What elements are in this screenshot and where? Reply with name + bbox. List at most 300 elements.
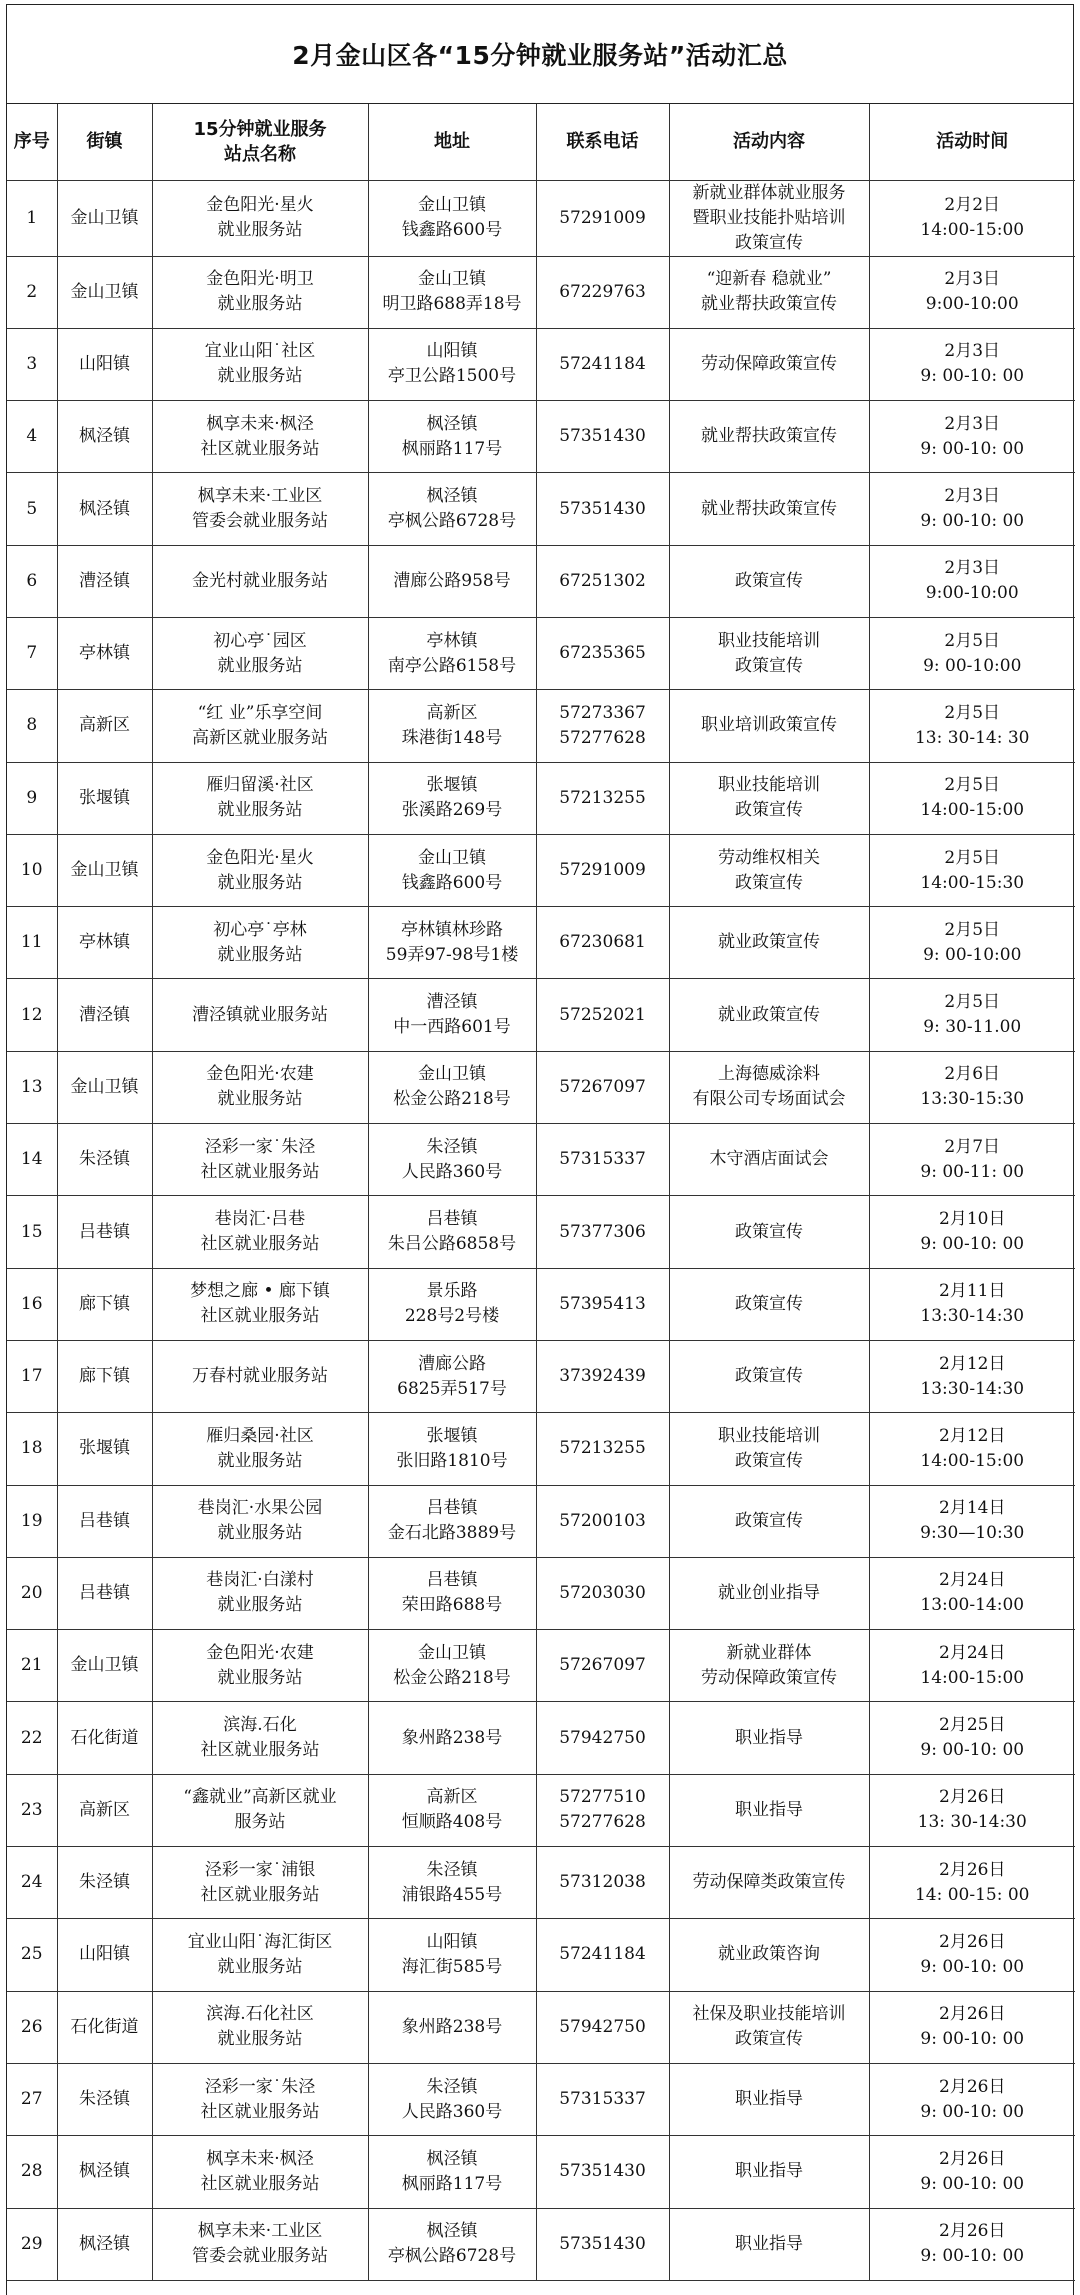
col-index-cell: 6 — [7, 545, 57, 617]
cell-line: 吕巷镇 — [426, 1570, 478, 1591]
cell-line: 57277628 — [559, 1812, 646, 1833]
col-town-cell: 枫泾镇 — [57, 473, 152, 545]
col-town-cell: 张堰镇 — [57, 1413, 152, 1485]
document-frame — [6, 4, 1074, 2295]
cell-line: 枫泾镇 — [426, 2148, 478, 2169]
cell-line: 228号2号楼 — [404, 1306, 500, 1327]
cell-line: 新就业群体 — [726, 1642, 812, 1663]
col-time-cell — [869, 256, 1075, 328]
header-row — [7, 104, 1075, 180]
col-index-cell: 12 — [7, 979, 57, 1051]
cell-line: 金山卫镇 — [418, 1642, 486, 1663]
col-time-cell — [869, 1268, 1075, 1340]
col-town-cell: 朱泾镇 — [57, 1124, 152, 1196]
cell-line: 巷岗汇·吕巷 — [214, 1209, 306, 1229]
cell-line: 枫丽路117号 — [401, 2173, 503, 2194]
col-phone-cell — [536, 1702, 669, 1774]
col-phone-cell — [536, 1485, 669, 1557]
col-station-name-cell — [152, 907, 368, 979]
cell-line: 枫泾镇 — [426, 413, 478, 434]
col-index-cell: 27 — [7, 2063, 57, 2135]
header-col-station-name — [152, 104, 368, 180]
col-activity-cell — [669, 473, 869, 545]
col-time-cell — [869, 1485, 1075, 1557]
col-index-cell: 4 — [7, 401, 57, 473]
cell-line: 枫享未来·工业区 — [197, 486, 323, 507]
cell-line: 2月3日 — [944, 486, 1001, 507]
col-address-cell — [368, 2063, 536, 2135]
cell-line: 社区就业服务站 — [200, 1884, 320, 1905]
table-row — [7, 328, 1075, 400]
table-row — [7, 762, 1075, 834]
cell-line: 政策宣传 — [735, 872, 803, 893]
cell-line: 张堰镇 — [426, 1425, 478, 1446]
col-address-cell — [368, 1340, 536, 1412]
col-phone-cell — [536, 1196, 669, 1268]
cell-line: 2月3日 — [944, 269, 1001, 290]
cell-line: 57213255 — [559, 787, 646, 808]
cell-line: 2月11日 — [939, 1281, 1006, 1302]
table-row — [7, 473, 1075, 545]
col-phone-cell — [536, 180, 669, 256]
cell-line: 57395413 — [559, 1293, 646, 1314]
cell-line: 社区就业服务站 — [200, 1740, 320, 1761]
col-address-cell — [368, 1051, 536, 1123]
cell-line: 亭枫公路6728号 — [387, 511, 517, 532]
col-index-cell: 17 — [7, 1340, 57, 1412]
col-activity-cell — [669, 1630, 869, 1702]
col-phone-cell — [536, 1774, 669, 1846]
col-activity-cell — [669, 1268, 869, 1340]
cell-line: 57312038 — [559, 1872, 646, 1893]
cell-line: 政策宣传 — [735, 570, 803, 591]
col-town-cell: 吕巷镇 — [57, 1196, 152, 1268]
col-town-cell: 枫泾镇 — [57, 2208, 152, 2280]
cell-line: 2月3日 — [944, 341, 1001, 362]
col-index-cell: 2 — [7, 256, 57, 328]
cell-line: 57241184 — [559, 353, 646, 374]
cell-line: 57277510 — [559, 1787, 646, 1808]
cell-line: 就业服务站 — [217, 2029, 303, 2050]
cell-line: 2月5日 — [944, 775, 1001, 796]
header-col-activity: 活动内容 — [669, 104, 869, 180]
cell-line: 政策宣传 — [735, 232, 803, 253]
col-address-cell — [368, 1485, 536, 1557]
col-time-cell — [869, 690, 1075, 762]
cell-line: 2月14日 — [939, 1498, 1006, 1519]
col-time-cell — [869, 180, 1075, 256]
cell-line: 政策宣传 — [735, 655, 803, 676]
cell-line: 9: 00-10: 00 — [920, 1740, 1025, 1761]
col-activity-cell — [669, 1485, 869, 1557]
cell-line: 枫丽路117号 — [401, 438, 503, 459]
table-row — [7, 1702, 1075, 1774]
cell-line: 劳动保障政策宣传 — [701, 353, 837, 374]
cell-line: 就业服务站 — [217, 220, 303, 240]
col-time-cell — [869, 2208, 1075, 2280]
col-phone-cell — [536, 328, 669, 400]
cell-line: 枫泾镇 — [426, 486, 478, 507]
cell-line: 松金公路218号 — [393, 1089, 511, 1110]
cell-line: 67229763 — [559, 281, 646, 302]
col-phone-cell — [536, 1413, 669, 1485]
cell-line: 荣田路688号 — [401, 1595, 503, 1616]
col-address-cell — [368, 2208, 536, 2280]
col-time-cell — [869, 2063, 1075, 2135]
cell-line: 职业指导 — [735, 2089, 803, 2110]
cell-line: 2月3日 — [944, 558, 1001, 579]
cell-line: 就业服务站 — [217, 1667, 303, 1688]
cell-line: 57213255 — [559, 1438, 646, 1459]
col-index-cell: 7 — [7, 617, 57, 689]
table-header — [7, 104, 1075, 180]
col-index-cell: 8 — [7, 690, 57, 762]
cell-line: 57942750 — [559, 1727, 646, 1748]
cell-line: 57351430 — [559, 498, 646, 519]
col-station-name-cell — [152, 1413, 368, 1485]
cell-line: 滨海.石化 — [223, 1715, 297, 1736]
cell-line: 金石北路3889号 — [387, 1523, 517, 1544]
col-index-cell: 5 — [7, 473, 57, 545]
cell-line: 有限公司专场面试会 — [692, 1089, 846, 1110]
col-index-cell: 14 — [7, 1124, 57, 1196]
cell-line: 9: 00-10: 00 — [920, 438, 1025, 459]
col-address-cell — [368, 2136, 536, 2208]
col-phone-cell — [536, 545, 669, 617]
cell-line: 金色阳光·明卫 — [206, 269, 314, 290]
cell-line: 2月26日 — [939, 2004, 1006, 2025]
cell-line: 2月26日 — [939, 2076, 1006, 2097]
col-index-cell: 11 — [7, 907, 57, 979]
table-row — [7, 1847, 1075, 1919]
cell-line: 新就业群体就业服务 — [692, 182, 846, 203]
cell-line: 政策宣传 — [735, 1293, 803, 1314]
cell-line: 2月5日 — [944, 630, 1001, 651]
table-row — [7, 1557, 1075, 1629]
col-phone-cell — [536, 834, 669, 906]
table-row — [7, 2208, 1075, 2280]
col-station-name-cell — [152, 2063, 368, 2135]
cell-line: 朱吕公路6858号 — [387, 1234, 517, 1254]
cell-line: 山阳镇 — [426, 341, 478, 362]
col-station-name-cell — [152, 256, 368, 328]
col-town-cell: 张堰镇 — [57, 762, 152, 834]
cell-line: 巷岗汇·水果公园 — [197, 1498, 323, 1519]
cell-line: 57241184 — [559, 1944, 646, 1965]
header-col-time: 活动时间 — [869, 104, 1075, 180]
col-time-cell — [869, 1196, 1075, 1268]
cell-line: 职业指导 — [735, 2233, 803, 2254]
cell-line: 政策宣传 — [735, 1450, 803, 1471]
cell-line: 2月5日 — [944, 702, 1001, 723]
col-town-cell: 漕泾镇 — [57, 979, 152, 1051]
col-station-name-cell — [152, 545, 368, 617]
col-town-cell: 廊下镇 — [57, 1268, 152, 1340]
col-index-cell: 18 — [7, 1413, 57, 1485]
col-time-cell — [869, 473, 1075, 545]
col-activity-cell — [669, 2136, 869, 2208]
table-row — [7, 1196, 1075, 1268]
col-time-cell — [869, 1557, 1075, 1629]
cell-line: 9: 00-10: 00 — [920, 2173, 1025, 2194]
cell-line: “红 业”乐享空间 — [197, 702, 323, 723]
col-activity-cell — [669, 256, 869, 328]
cell-line: 金光村就业服务站 — [192, 570, 328, 591]
col-index-cell: 26 — [7, 1991, 57, 2063]
cell-line: 金山卫镇 — [418, 195, 486, 215]
col-town-cell: 石化街道 — [57, 1702, 152, 1774]
col-station-name-cell — [152, 1847, 368, 1919]
cell-line: 职业技能培训 — [718, 630, 820, 651]
cell-line: 13:30-15:30 — [920, 1089, 1025, 1110]
cell-line: 暨职业技能扑贴培训 — [692, 207, 846, 228]
col-index-cell: 21 — [7, 1630, 57, 1702]
cell-line: 就业服务站 — [217, 872, 303, 893]
cell-line: 站点名称 — [224, 143, 296, 165]
col-time-cell — [869, 401, 1075, 473]
cell-line: 张溪路269号 — [401, 800, 503, 821]
cell-line: 亭枫公路6728号 — [387, 2246, 517, 2267]
cell-line: 珠港街148号 — [401, 727, 503, 748]
col-phone-cell — [536, 690, 669, 762]
table-row — [7, 979, 1075, 1051]
cell-line: 就业服务站 — [217, 294, 303, 315]
cell-line: 14: 00-15: 00 — [914, 1884, 1030, 1905]
cell-line: 14:00-15:00 — [920, 220, 1025, 240]
col-address-cell — [368, 762, 536, 834]
col-address-cell — [368, 907, 536, 979]
col-time-cell — [869, 1413, 1075, 1485]
cell-line: 漕廊公路958号 — [393, 570, 511, 591]
cell-line: 人民路360号 — [401, 1161, 503, 1182]
table-row — [7, 1919, 1075, 1991]
cell-line: 13:30-14:30 — [920, 1306, 1025, 1327]
col-index-cell: 22 — [7, 1702, 57, 1774]
col-phone-cell — [536, 979, 669, 1051]
col-town-cell: 吕巷镇 — [57, 1557, 152, 1629]
col-address-cell — [368, 617, 536, 689]
table-row — [7, 1630, 1075, 1702]
cell-line: 就业帮扶政策宣传 — [701, 498, 837, 519]
col-station-name-cell — [152, 617, 368, 689]
col-activity-cell — [669, 1919, 869, 1991]
col-address-cell — [368, 1847, 536, 1919]
col-station-name-cell — [152, 1485, 368, 1557]
col-activity-cell — [669, 180, 869, 256]
col-station-name-cell — [152, 834, 368, 906]
cell-line: 9: 00-10:00 — [923, 655, 1022, 676]
cell-line: 2月12日 — [939, 1425, 1006, 1446]
col-phone-cell — [536, 1557, 669, 1629]
col-index-cell: 15 — [7, 1196, 57, 1268]
cell-line: 57267097 — [559, 1655, 646, 1676]
col-phone-cell — [536, 2063, 669, 2135]
cell-line: 57377306 — [559, 1221, 646, 1242]
cell-line: 吕巷镇 — [426, 1498, 478, 1519]
cell-line: 泾彩一家˙朱泾 — [204, 1136, 316, 1157]
col-phone-cell — [536, 1847, 669, 1919]
col-address-cell — [368, 180, 536, 256]
col-town-cell: 亭林镇 — [57, 907, 152, 979]
cell-line: 金色阳光·星火 — [206, 847, 314, 868]
cell-line: 金色阳光·农建 — [206, 1642, 314, 1663]
col-town-cell: 亭林镇 — [57, 617, 152, 689]
cell-line: 57942750 — [559, 2016, 646, 2037]
cell-line: 管委会就业服务站 — [192, 2246, 328, 2267]
header-col-phone: 联系电话 — [536, 104, 669, 180]
cell-line: 劳动维权相关 — [718, 847, 820, 868]
cell-line: 就业服务站 — [217, 366, 303, 387]
cell-line: 2月5日 — [944, 992, 1001, 1013]
col-station-name-cell — [152, 180, 368, 256]
cell-line: 政策宣传 — [735, 2029, 803, 2050]
cell-line: 金色阳光·农建 — [206, 1064, 314, 1085]
table-row — [7, 690, 1075, 762]
cell-line: 9: 00-10: 00 — [920, 2246, 1025, 2267]
col-address-cell — [368, 1196, 536, 1268]
cell-line: 6825弄517号 — [397, 1378, 507, 1399]
cell-line: 恒顺路408号 — [401, 1812, 503, 1833]
cell-line: 13: 30-14: 30 — [914, 727, 1030, 748]
cell-line: 14:00-15:00 — [920, 1450, 1025, 1471]
table-row — [7, 2136, 1075, 2208]
col-time-cell — [869, 617, 1075, 689]
col-activity-cell — [669, 1051, 869, 1123]
cell-line: 2月2日 — [944, 195, 1001, 215]
cell-line: 南亭公路6158号 — [387, 655, 517, 676]
col-activity-cell — [669, 834, 869, 906]
col-station-name-cell — [152, 1991, 368, 2063]
col-time-cell — [869, 762, 1075, 834]
col-time-cell — [869, 1919, 1075, 1991]
cell-line: 2月6日 — [944, 1064, 1001, 1085]
col-address-cell — [368, 1991, 536, 2063]
col-station-name-cell — [152, 1774, 368, 1846]
cell-line: 57291009 — [559, 207, 646, 228]
cell-line: 政策宣传 — [735, 1221, 803, 1242]
cell-line: 2月26日 — [939, 2148, 1006, 2169]
col-phone-cell — [536, 1051, 669, 1123]
col-activity-cell — [669, 979, 869, 1051]
cell-line: 雁归桑园·社区 — [206, 1425, 314, 1446]
col-time-cell — [869, 979, 1075, 1051]
col-activity-cell — [669, 328, 869, 400]
cell-line: 57351430 — [559, 2233, 646, 2254]
col-address-cell — [368, 1268, 536, 1340]
table-row — [7, 180, 1075, 256]
col-town-cell: 石化街道 — [57, 1991, 152, 2063]
cell-line: 枫享未来·工业区 — [197, 2221, 323, 2242]
cell-line: 木守酒店面试会 — [709, 1149, 829, 1170]
col-station-name-cell — [152, 1124, 368, 1196]
cell-line: 滨海.石化社区 — [206, 2004, 314, 2025]
page-title: 2月金山区各“15分钟就业服务站”活动汇总 — [7, 5, 1073, 104]
col-town-cell: 高新区 — [57, 690, 152, 762]
col-index-cell: 10 — [7, 834, 57, 906]
cell-line: 13: 30-14:30 — [917, 1812, 1027, 1833]
col-activity-cell — [669, 1196, 869, 1268]
col-phone-cell — [536, 473, 669, 545]
col-phone-cell — [536, 401, 669, 473]
cell-line: 57267097 — [559, 1076, 646, 1097]
cell-line: 9: 00-10: 00 — [920, 366, 1025, 387]
col-address-cell — [368, 1630, 536, 1702]
cell-line: 就业帮扶政策宣传 — [701, 426, 837, 447]
col-time-cell — [869, 834, 1075, 906]
col-address-cell — [368, 690, 536, 762]
col-index-cell: 24 — [7, 1847, 57, 1919]
table-row — [7, 401, 1075, 473]
col-address-cell — [368, 256, 536, 328]
col-address-cell — [368, 1557, 536, 1629]
col-index-cell: 23 — [7, 1774, 57, 1846]
col-station-name-cell — [152, 2136, 368, 2208]
cell-line: 职业技能培训 — [718, 1425, 820, 1446]
table-body — [7, 180, 1075, 2280]
cell-line: 漕廊公路 — [418, 1353, 486, 1374]
cell-line: 梦想之廊 • 廊下镇 — [190, 1281, 330, 1302]
cell-line: 初心亭˙园区 — [213, 630, 307, 651]
cell-line: 枫泾镇 — [426, 2221, 478, 2242]
col-index-cell: 1 — [7, 180, 57, 256]
cell-line: 亭林镇 — [426, 630, 478, 651]
col-town-cell: 枫泾镇 — [57, 401, 152, 473]
col-time-cell — [869, 907, 1075, 979]
col-activity-cell — [669, 907, 869, 979]
col-index-cell: 9 — [7, 762, 57, 834]
col-station-name-cell — [152, 1340, 368, 1412]
col-town-cell: 金山卫镇 — [57, 256, 152, 328]
cell-line: 9:00-10:00 — [925, 294, 1019, 315]
col-town-cell: 金山卫镇 — [57, 834, 152, 906]
cell-line: 社区就业服务站 — [200, 2101, 320, 2122]
cell-line: 职业培训政策宣传 — [701, 715, 837, 736]
header-col-address: 地址 — [368, 104, 536, 180]
col-phone-cell — [536, 1268, 669, 1340]
col-activity-cell — [669, 1991, 869, 2063]
col-activity-cell — [669, 401, 869, 473]
cell-line: 9: 00-10: 00 — [920, 511, 1025, 532]
col-address-cell — [368, 1124, 536, 1196]
cell-line: 社区就业服务站 — [200, 1234, 320, 1254]
col-activity-cell — [669, 1702, 869, 1774]
col-station-name-cell — [152, 690, 368, 762]
cell-line: 中一西路601号 — [393, 1017, 511, 1038]
cell-line: 9: 00-10:00 — [923, 944, 1022, 965]
cell-line: 就业帮扶政策宣传 — [701, 294, 837, 315]
col-activity-cell — [669, 617, 869, 689]
cell-line: 景乐路 — [426, 1281, 478, 1302]
cell-line: 社区就业服务站 — [200, 438, 320, 459]
cell-line: 山阳镇 — [426, 1931, 478, 1952]
cell-line: 就业服务站 — [217, 800, 303, 821]
cell-line: 吕巷镇 — [426, 1209, 478, 1229]
table-row — [7, 1340, 1075, 1412]
col-phone-cell — [536, 1340, 669, 1412]
cell-line: 明卫路688弄18号 — [382, 294, 522, 315]
cell-line: 朱泾镇 — [426, 1136, 478, 1157]
cell-line: 宜业山阳˙海汇街区 — [187, 1931, 333, 1952]
cell-line: 2月12日 — [939, 1353, 1006, 1374]
cell-line: 上海德威涂料 — [718, 1064, 820, 1085]
cell-line: 2月7日 — [944, 1136, 1001, 1157]
col-activity-cell — [669, 1557, 869, 1629]
col-station-name-cell — [152, 1919, 368, 1991]
col-town-cell: 金山卫镇 — [57, 1051, 152, 1123]
table-row — [7, 1413, 1075, 1485]
col-station-name-cell — [152, 1196, 368, 1268]
cell-line: 雁归留溪·社区 — [206, 775, 314, 796]
